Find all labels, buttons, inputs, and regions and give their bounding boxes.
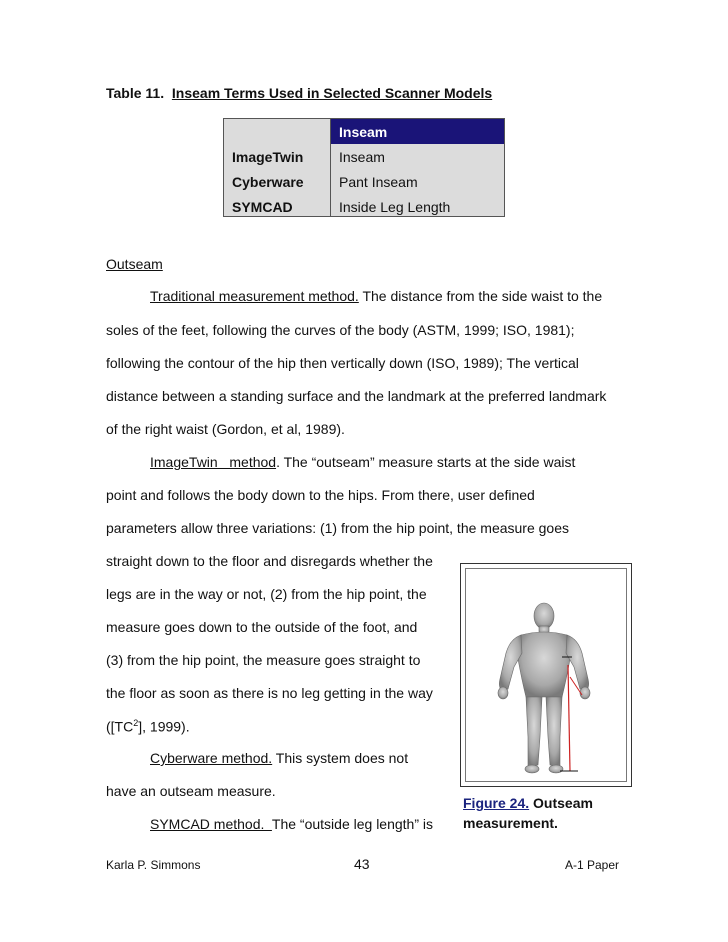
paragraph-line: the floor as soon as there is no leg getting in the way	[106, 685, 433, 701]
figure-caption-line-1	[463, 795, 593, 811]
paragraph-line	[150, 288, 602, 304]
footer-author: Karla P. Simmons	[106, 858, 201, 872]
table-model-cell	[224, 169, 330, 194]
table-term: Inside Leg Length	[339, 199, 451, 215]
table-term: Pant Inseam	[339, 174, 418, 190]
paragraph-text: The “outside leg length” is	[271, 816, 433, 832]
table-model-cell	[224, 194, 330, 216]
table-header-cell	[330, 119, 504, 144]
footer-document: A-1 Paper	[565, 858, 620, 872]
table-caption-prefix: Table 11.	[106, 85, 165, 101]
imagetwin-method-lead: ImageTwin method	[150, 454, 277, 470]
symcad-method-lead: SYMCAD method.	[150, 816, 272, 832]
paragraph-line: have an outseam measure.	[106, 783, 276, 799]
paragraph-line: point and follows the body down to the hips. From there, user defined	[106, 487, 535, 503]
paragraph-line: of the right waist (Gordon, et al, 1989).	[106, 421, 345, 437]
table-header-label: Inseam	[339, 124, 388, 140]
paragraph-text: This system does not	[272, 750, 409, 766]
table-model-cell	[224, 144, 330, 169]
figure-label: Figure 24.	[463, 795, 530, 811]
table-row	[224, 194, 504, 216]
table-model-name: Cyberware	[232, 174, 304, 190]
cyberware-method-lead: Cyberware method.	[150, 750, 273, 766]
citation-superscript: 2	[133, 718, 139, 728]
table-term-cell	[330, 144, 504, 169]
paragraph-line: parameters allow three variations: (1) from the hip point, the measure goes	[106, 520, 570, 536]
paragraph-line	[106, 718, 190, 735]
table-model-name: SYMCAD	[232, 199, 293, 215]
paragraph-line: distance between a standing surface and the landmark at the preferred landmark	[106, 388, 607, 404]
table-term-cell	[330, 194, 504, 216]
paragraph-line	[150, 454, 575, 470]
paragraph-line: measure goes down to the outside of the foot, and	[106, 619, 418, 635]
inseam-terms-table	[223, 118, 505, 217]
paragraph-text: . The “outseam” measure starts at the side waist	[276, 454, 576, 470]
traditional-method-lead: Traditional measurement method.	[150, 288, 359, 304]
citation-text: ([TC	[106, 718, 134, 735]
body-scan-image	[466, 569, 628, 783]
scanned-figure	[498, 603, 590, 773]
figure-frame	[465, 568, 627, 782]
paragraph-line	[150, 816, 433, 832]
paragraph-text: The distance from the side waist to the	[358, 288, 603, 304]
table-row	[224, 169, 504, 194]
table-caption-title: Inseam Terms Used in Selected Scanner Models	[171, 85, 493, 101]
table-header-row	[224, 119, 504, 144]
table-header-empty-cell	[224, 119, 330, 144]
page-number: 43	[354, 856, 370, 872]
table-row	[224, 144, 504, 169]
table-caption	[106, 85, 492, 101]
paragraph-line: (3) from the hip point, the measure goes straight to	[106, 652, 421, 668]
figure-caption-line-2: measurement.	[463, 815, 558, 831]
paragraph-line: soles of the feet, following the curves of the body (ASTM, 1999; ISO, 1981);	[106, 322, 575, 338]
paragraph-line: legs are in the way or not, (2) from the hip point, the	[106, 586, 427, 602]
table-model-name: ImageTwin	[232, 149, 304, 165]
figure-24-outseam	[460, 563, 632, 787]
table-term: Inseam	[339, 149, 385, 165]
citation-text: ], 1999).	[138, 718, 190, 735]
table-term-cell	[330, 169, 504, 194]
paragraph-line: straight down to the floor and disregards whether the	[106, 553, 433, 569]
paragraph-line	[150, 750, 408, 766]
section-heading: Outseam	[106, 256, 163, 272]
paragraph-line: following the contour of the hip then vertically down (ISO, 1989); The vertical	[106, 355, 579, 371]
figure-title-part: Outseam	[529, 795, 593, 811]
